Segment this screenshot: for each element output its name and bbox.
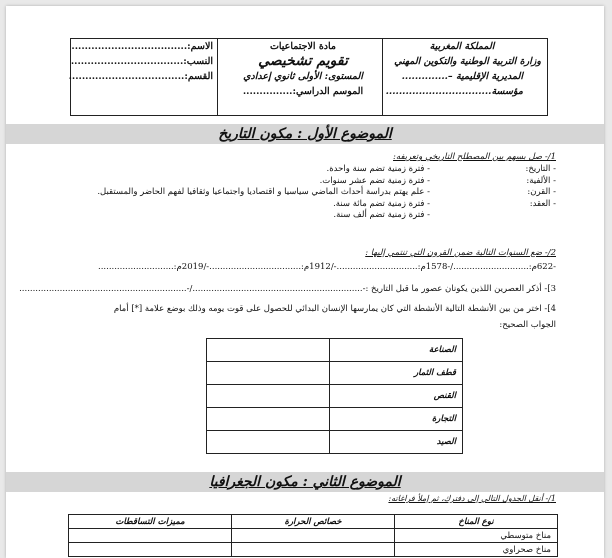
- exam-header: [70, 38, 548, 116]
- q1-term: - القرن:: [527, 187, 556, 197]
- activity-label: الصيد: [330, 431, 463, 454]
- q1-term: - الألفية:: [526, 175, 556, 186]
- temperature-header: خصائص الحرارة: [232, 515, 395, 529]
- activity-label: القنص: [330, 385, 463, 408]
- activity-label: الصناعة: [330, 339, 463, 362]
- exam-title: تقويم تشخيصي: [258, 53, 348, 69]
- q1-definition: - فترة زمنية تضم مائة سنة.: [333, 198, 430, 209]
- precipitation-header: مميزات التساقطات: [69, 515, 232, 529]
- header-institution-block: [382, 39, 547, 115]
- table-row: [207, 408, 463, 431]
- exam-page: [6, 6, 604, 558]
- q2-title: 2/- ضع السنوات التالية ضمن القرون التي تنتمي إليها :: [365, 248, 556, 258]
- activity-checkbox-cell[interactable]: [207, 362, 330, 385]
- table-row: [207, 385, 463, 408]
- kingdom-label: المملكة المغربية: [429, 41, 495, 52]
- season-label: الموسم الدراسي:...............: [242, 86, 364, 97]
- climate-type-header: نوع المناخ: [395, 515, 558, 529]
- geo-q1-title: 1/- أنقل الجدول التالي إلى دفترك، ثم إملأ فراغاته:: [388, 494, 556, 503]
- temperature-cell[interactable]: [232, 543, 395, 557]
- table-row: [69, 543, 558, 557]
- q1-definition: - علم يهتم بدراسة أحداث الماضي سياسيا و اقتصاديا واجتماعيا وثقافيا لفهم الحاضر والمستقبل.: [97, 187, 430, 197]
- q1-definition: - فترة زمنية تضم ألف سنة.: [333, 210, 430, 220]
- level-label: المستوى: الأولى ثانوي إعدادي: [243, 71, 363, 82]
- subject-label: مادة الاجتماعيات: [269, 41, 337, 52]
- student-section-field[interactable]: القسم:...................................: [68, 71, 213, 82]
- directorate-label: المديرية الإقليمية –..............: [401, 71, 523, 82]
- q1-terms-list: [476, 164, 556, 210]
- institution-label: مؤسسة................................: [385, 86, 523, 97]
- q4-text-answer-label: الجواب الصحيح:: [499, 320, 556, 330]
- activity-checkbox-cell[interactable]: [207, 431, 330, 454]
- activities-table: [206, 338, 463, 454]
- q2-years-line[interactable]: -622م:............................/-1578م:..............................-/1912م:..................................-/2019م:............................: [98, 262, 556, 272]
- table-header-row: [69, 515, 558, 529]
- table-row: [207, 431, 463, 454]
- precipitation-cell[interactable]: [69, 529, 232, 543]
- ministry-label: وزارة التربية الوطنية والتكوين المهني: [394, 56, 541, 67]
- q1-title: 1/- صل بسهم بين المصطلح التاريخي وتعريفه:: [393, 152, 556, 162]
- q4-text: 4]- اختر من بين الأنشطة التالية الأنشطة التي كان يمارسها الإنسان البدائي للحصول على قوت يومه وذلك بوضع علامة [*] أمام: [113, 304, 556, 314]
- activity-checkbox-cell[interactable]: [207, 408, 330, 431]
- climate-type-cell: مناخ متوسطي: [395, 529, 558, 543]
- table-row: [69, 529, 558, 543]
- q1-definitions-list: [10, 164, 430, 222]
- precipitation-cell[interactable]: [69, 543, 232, 557]
- header-student-block: [68, 39, 218, 115]
- geography-section-banner: الموضوع الثاني : مكون الجغرافيا: [6, 472, 604, 492]
- activity-label: قطف الثمار: [330, 362, 463, 385]
- climate-type-cell: مناخ صحراوي: [395, 543, 558, 557]
- q1-definition: - فترة زمنية تضم عشر سنوات.: [319, 175, 430, 186]
- header-exam-block: [223, 39, 383, 115]
- table-row: [207, 362, 463, 385]
- activity-label: التجارة: [330, 408, 463, 431]
- student-surname-field[interactable]: النسب:..................................: [70, 56, 213, 67]
- temperature-cell[interactable]: [232, 529, 395, 543]
- history-section-banner: الموضوع الأول : مكون التاريخ: [6, 124, 604, 144]
- q3-text[interactable]: 3]- أذكر العصرين اللذين يكونان عصور ما قبل التاريخ :-.............................................................../-..............................................................: [19, 284, 556, 294]
- activity-checkbox-cell[interactable]: [207, 385, 330, 408]
- q1-term: - التاريخ:: [525, 164, 556, 174]
- q1-definition: - فترة زمنية تضم سنة واحدة.: [326, 164, 430, 174]
- climate-table: [68, 514, 558, 557]
- student-name-field[interactable]: الاسم:...................................: [71, 41, 213, 52]
- table-row: [207, 339, 463, 362]
- activity-checkbox-cell[interactable]: [207, 339, 330, 362]
- q1-term: - العقد:: [529, 198, 556, 209]
